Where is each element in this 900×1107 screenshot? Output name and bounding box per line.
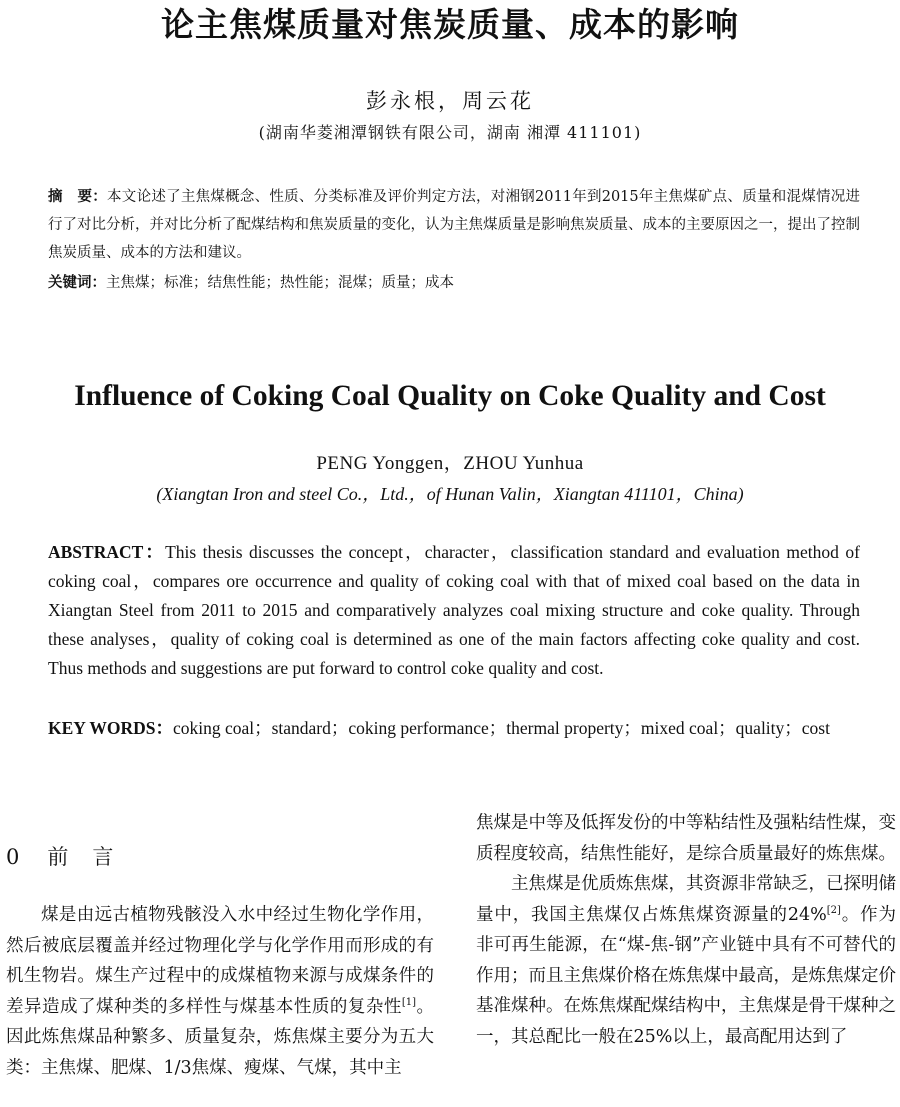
english-affiliation: (Xiangtan Iron and steel Co.，Ltd.，of Hunan Valin，Xiangtan 411101，China) [156,484,744,504]
chinese-abstract-label: 摘 要： [48,189,108,205]
section-number: 0 [6,845,22,869]
section-heading [6,842,137,872]
chinese-affiliation: (湖南华菱湘潭钢铁有限公司，湖南 湘潭 411101) [258,123,642,142]
chinese-abstract [48,183,860,267]
body-text: 主焦煤是优质炼焦煤，其资源非常缺乏，已探明储量中，我国主焦煤仅占炼焦煤资源量的24% [476,874,896,925]
body-text: 。作为非可再生能源，在“煤-焦-钢”产业链中具有不可替代的作用；而且主焦煤价格在炼焦煤中最高，是炼焦煤定价基准煤种。在炼焦煤配煤结构中，主焦煤是骨干煤种之一，其总配比一般在25%以上，最高配用达到了 [476,904,896,1047]
left-column [6,900,434,1083]
body-paragraph [6,900,434,1083]
chinese-title: 论主焦煤质量对焦炭质量、成本的影响 [161,5,739,44]
body-text: 煤是由远古植物残骸没入水中经过生物化学作用，然后被底层覆盖并经过物理化学与化学作用而形成的有机生物岩。煤生产过程中的成煤植物来源与成煤条件的差异造成了煤种类的多样性与煤基本性质的复杂性 [6,905,434,1017]
english-authors: PENG Yonggen，ZHOU Yunhua [316,453,584,474]
english-keywords-text: coking coal；standard；coking performance；thermal property；mixed coal；quality；cost [172,718,830,738]
english-keywords [48,714,860,743]
right-column [476,808,896,1052]
english-abstract-text: This thesis discusses the concept，character，classification standard and evaluation method of coking coal，compares ore occurrence and quality of coking coal with that of mixed coal based on the data in Xiangtan Steel from 2011 to 2015 and comparatively analyzes coal mixing structure and coke quality. Through these analyses，quality of coking coal is determined as one of the main factors affecting coke quality and cost. Thus methods and suggestions are put forward to control coke quality and cost. [48,542,860,678]
english-abstract [48,538,860,683]
english-keywords-label: KEY WORDS： [48,718,173,738]
chinese-authors: 彭永根，周云花 [366,89,534,113]
body-text: 。因此炼焦煤品种繁多、质量复杂，炼焦煤主要分为五大类：主焦煤、肥煤、1/3焦煤、瘦煤、气煤，其中主 [6,996,435,1078]
chinese-abstract-text: 本文论述了主焦煤概念、性质、分类标准及评价判定方法，对湘钢2011年到2015年主焦煤矿点、质量和混煤情况进行了对比分析，并对比分析了配煤结构和焦炭质量的变化，认为主焦煤质量是影响焦炭质量、成本的主要原因之一，提出了控制焦炭质量、成本的方法和建议。 [48,189,860,261]
citation-ref[interactable]: [2] [826,904,841,916]
english-title: Influence of Coking Coal Quality on Coke Quality and Cost [74,380,826,412]
section-title: 前言 [47,845,138,869]
english-abstract-label: ABSTRACT： [48,542,166,562]
chinese-keywords [48,269,860,297]
body-paragraph [476,869,896,1052]
citation-ref[interactable]: [1] [401,996,417,1008]
chinese-keywords-text: 主焦煤；标准；结焦性能；热性能；混煤；质量；成本 [106,275,454,291]
body-paragraph: 焦煤是中等及低挥发份的中等粘结性及强粘结性煤，变质程度较高，结焦性能好，是综合质量最好的炼焦煤。 [476,813,896,864]
chinese-keywords-label: 关键词： [48,275,106,291]
